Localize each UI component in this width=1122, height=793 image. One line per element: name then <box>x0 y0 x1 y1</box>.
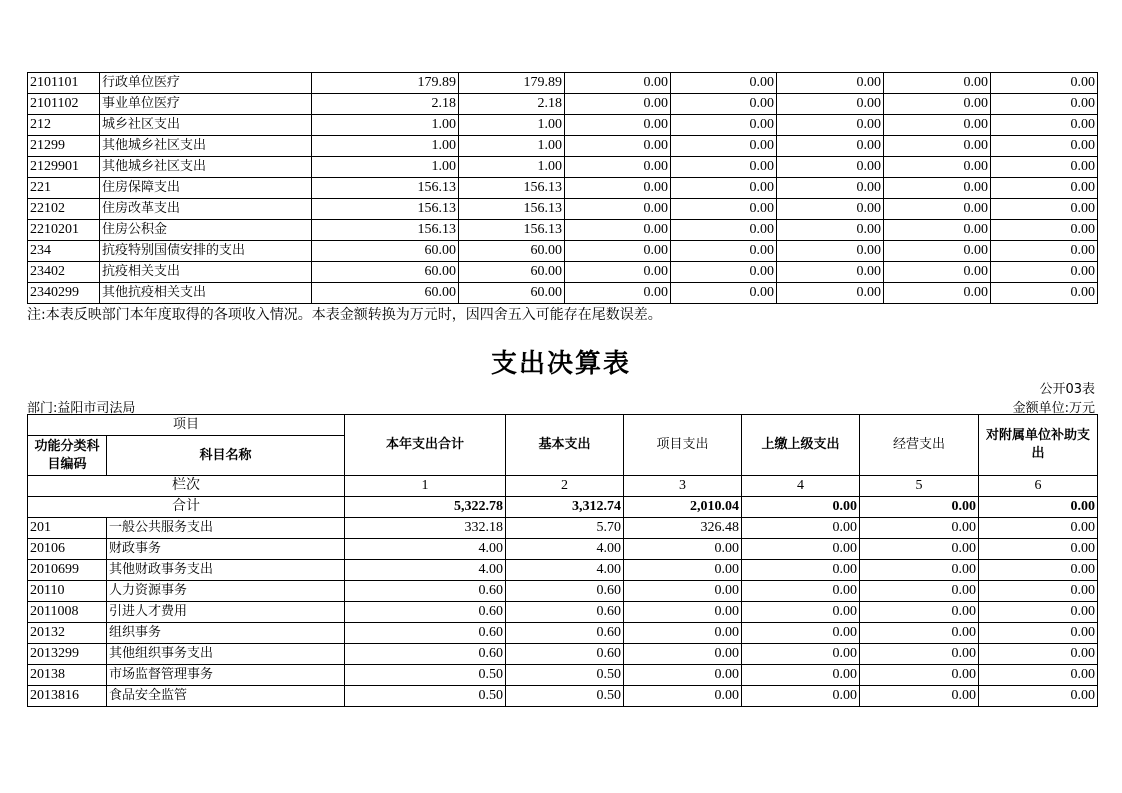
cell-c3: 0.00 <box>565 157 671 178</box>
col-number: 1 <box>345 476 506 497</box>
cell-basic: 60.00 <box>459 241 565 262</box>
cell-basic: 1.00 <box>459 115 565 136</box>
cell-c6: 0.00 <box>884 73 991 94</box>
cell-total: 60.00 <box>312 283 459 304</box>
cell-code: 212 <box>28 115 100 136</box>
cell-code: 2129901 <box>28 157 100 178</box>
cell-c7: 0.00 <box>991 73 1098 94</box>
cell-code: 2101102 <box>28 94 100 115</box>
cell-code: 23402 <box>28 262 100 283</box>
header-total: 本年支出合计 <box>345 415 506 476</box>
cell-name: 住房保障支出 <box>100 178 312 199</box>
table-row <box>28 518 1098 539</box>
cell-c4: 0.00 <box>671 178 777 199</box>
cell-name: 人力资源事务 <box>107 581 345 602</box>
table-row <box>28 602 1098 623</box>
cell-name: 财政事务 <box>107 539 345 560</box>
cell-name: 其他抗疫相关支出 <box>100 283 312 304</box>
cell-c4: 0.00 <box>671 241 777 262</box>
cell-c4: 0.00 <box>671 262 777 283</box>
table-row <box>28 665 1098 686</box>
cell-name: 行政单位医疗 <box>100 73 312 94</box>
table-row <box>28 686 1098 707</box>
cell-c7: 0.00 <box>991 94 1098 115</box>
cell-c4: 0.00 <box>671 73 777 94</box>
cell-total: 2.18 <box>312 94 459 115</box>
cell-c6: 0.00 <box>884 241 991 262</box>
col-row-label: 栏次 <box>28 476 345 497</box>
cell-basic: 1.00 <box>459 157 565 178</box>
cell-c3: 0.00 <box>565 178 671 199</box>
cell-upper: 0.00 <box>742 602 860 623</box>
cell-name: 住房改革支出 <box>100 199 312 220</box>
cell-basic: 2.18 <box>459 94 565 115</box>
cell-c5: 0.00 <box>777 73 884 94</box>
cell-total: 156.13 <box>312 199 459 220</box>
cell-basic: 4.00 <box>506 539 624 560</box>
cell-name: 其他组织事务支出 <box>107 644 345 665</box>
cell-code: 2101101 <box>28 73 100 94</box>
cell-code: 21299 <box>28 136 100 157</box>
cell-c5: 0.00 <box>777 241 884 262</box>
cell-basic: 1.00 <box>459 136 565 157</box>
cell-upper: 0.00 <box>742 686 860 707</box>
cell-code: 2340299 <box>28 283 100 304</box>
cell-c6: 0.00 <box>884 262 991 283</box>
cell-c4: 0.00 <box>671 115 777 136</box>
cell-c5: 0.00 <box>777 115 884 136</box>
cell-basic: 0.60 <box>506 644 624 665</box>
cell-business: 0.00 <box>860 539 979 560</box>
cell-business: 0.00 <box>860 560 979 581</box>
cell-subsidy: 0.00 <box>979 644 1098 665</box>
cell-name: 事业单位医疗 <box>100 94 312 115</box>
table-row <box>28 581 1098 602</box>
cell-business: 0.00 <box>860 623 979 644</box>
cell-code: 20110 <box>28 581 107 602</box>
cell-c5: 0.00 <box>777 199 884 220</box>
cell-basic: 156.13 <box>459 199 565 220</box>
header-func-code: 功能分类科目编码 <box>28 436 107 476</box>
cell-total: 1.00 <box>312 115 459 136</box>
cell-business: 0.00 <box>860 518 979 539</box>
header-row <box>28 415 1098 436</box>
cell-name: 食品安全监管 <box>107 686 345 707</box>
cell-c7: 0.00 <box>991 220 1098 241</box>
cell-name: 引进人才费用 <box>107 602 345 623</box>
table-row <box>28 73 1098 94</box>
cell-business: 0.00 <box>860 644 979 665</box>
cell-total: 0.60 <box>345 623 506 644</box>
header-basic: 基本支出 <box>506 415 624 476</box>
cell-total: 1.00 <box>312 136 459 157</box>
sum-basic: 3,312.74 <box>506 497 624 518</box>
cell-project: 0.00 <box>624 686 742 707</box>
cell-c7: 0.00 <box>991 283 1098 304</box>
cell-code: 20106 <box>28 539 107 560</box>
table-row <box>28 157 1098 178</box>
cell-total: 0.50 <box>345 665 506 686</box>
cell-subsidy: 0.00 <box>979 686 1098 707</box>
cell-c6: 0.00 <box>884 115 991 136</box>
cell-project: 0.00 <box>624 623 742 644</box>
sum-upper: 0.00 <box>742 497 860 518</box>
table-row <box>28 136 1098 157</box>
cell-name: 市场监督管理事务 <box>107 665 345 686</box>
cell-total: 179.89 <box>312 73 459 94</box>
cell-basic: 0.60 <box>506 623 624 644</box>
cell-subsidy: 0.00 <box>979 539 1098 560</box>
cell-subsidy: 0.00 <box>979 581 1098 602</box>
cell-c6: 0.00 <box>884 199 991 220</box>
cell-project: 0.00 <box>624 665 742 686</box>
sum-total: 5,322.78 <box>345 497 506 518</box>
form-code: 公开03表 <box>1039 382 1095 397</box>
col-number: 4 <box>742 476 860 497</box>
cell-subsidy: 0.00 <box>979 560 1098 581</box>
col-number: 6 <box>979 476 1098 497</box>
cell-basic: 0.60 <box>506 602 624 623</box>
cell-c5: 0.00 <box>777 178 884 199</box>
cell-project: 0.00 <box>624 581 742 602</box>
cell-total: 0.60 <box>345 602 506 623</box>
header-item: 项目 <box>28 415 345 436</box>
cell-total: 156.13 <box>312 220 459 241</box>
cell-subsidy: 0.00 <box>979 665 1098 686</box>
cell-basic: 4.00 <box>506 560 624 581</box>
cell-total: 60.00 <box>312 262 459 283</box>
cell-code: 2010699 <box>28 560 107 581</box>
cell-project: 0.00 <box>624 602 742 623</box>
col-number: 3 <box>624 476 742 497</box>
cell-total: 0.60 <box>345 581 506 602</box>
cell-project: 0.00 <box>624 539 742 560</box>
cell-total: 1.00 <box>312 157 459 178</box>
cell-total: 156.13 <box>312 178 459 199</box>
cell-c3: 0.00 <box>565 73 671 94</box>
cell-total: 60.00 <box>312 241 459 262</box>
cell-c6: 0.00 <box>884 178 991 199</box>
cell-basic: 0.50 <box>506 665 624 686</box>
cell-basic: 60.00 <box>459 283 565 304</box>
cell-project: 326.48 <box>624 518 742 539</box>
cell-code: 20132 <box>28 623 107 644</box>
cell-c5: 0.00 <box>777 262 884 283</box>
cell-subsidy: 0.00 <box>979 602 1098 623</box>
cell-upper: 0.00 <box>742 518 860 539</box>
cell-project: 0.00 <box>624 644 742 665</box>
sum-label: 合计 <box>28 497 345 518</box>
cell-code: 22102 <box>28 199 100 220</box>
cell-c3: 0.00 <box>565 115 671 136</box>
cell-business: 0.00 <box>860 581 979 602</box>
sum-project: 2,010.04 <box>624 497 742 518</box>
cell-upper: 0.00 <box>742 665 860 686</box>
cell-code: 2210201 <box>28 220 100 241</box>
page-title: 支出决算表 <box>490 349 631 379</box>
cell-total: 4.00 <box>345 560 506 581</box>
cell-business: 0.00 <box>860 665 979 686</box>
cell-total: 0.60 <box>345 644 506 665</box>
cell-name: 抗疫相关支出 <box>100 262 312 283</box>
cell-c5: 0.00 <box>777 220 884 241</box>
table-row <box>28 178 1098 199</box>
sum-row <box>28 497 1098 518</box>
department-label: 部门:益阳市司法局 <box>27 401 136 416</box>
table-note: 注:本表反映部门本年度取得的各项收入情况。本表金额转换为万元时，因四舍五入可能存在尾数误差。 <box>27 307 662 323</box>
cell-c4: 0.00 <box>671 136 777 157</box>
cell-basic: 0.60 <box>506 581 624 602</box>
col-number: 5 <box>860 476 979 497</box>
cell-name: 城乡社区支出 <box>100 115 312 136</box>
cell-c6: 0.00 <box>884 220 991 241</box>
cell-code: 2011008 <box>28 602 107 623</box>
table-row <box>28 115 1098 136</box>
cell-basic: 156.13 <box>459 220 565 241</box>
cell-c7: 0.00 <box>991 115 1098 136</box>
header-upper: 上缴上级支出 <box>742 415 860 476</box>
cell-upper: 0.00 <box>742 539 860 560</box>
cell-basic: 60.00 <box>459 262 565 283</box>
header-business: 经营支出 <box>860 415 979 476</box>
cell-code: 234 <box>28 241 100 262</box>
cell-subsidy: 0.00 <box>979 623 1098 644</box>
cell-c5: 0.00 <box>777 94 884 115</box>
col-number: 2 <box>506 476 624 497</box>
cell-c3: 0.00 <box>565 262 671 283</box>
cell-business: 0.00 <box>860 686 979 707</box>
cell-code: 201 <box>28 518 107 539</box>
cell-c4: 0.00 <box>671 157 777 178</box>
cell-name: 抗疫特别国债安排的支出 <box>100 241 312 262</box>
cell-c6: 0.00 <box>884 283 991 304</box>
column-number-row <box>28 476 1098 497</box>
cell-code: 221 <box>28 178 100 199</box>
cell-name: 其他城乡社区支出 <box>100 157 312 178</box>
cell-name: 其他财政事务支出 <box>107 560 345 581</box>
cell-name: 住房公积金 <box>100 220 312 241</box>
cell-upper: 0.00 <box>742 644 860 665</box>
cell-c7: 0.00 <box>991 157 1098 178</box>
cell-upper: 0.00 <box>742 581 860 602</box>
cell-basic: 0.50 <box>506 686 624 707</box>
cell-c4: 0.00 <box>671 94 777 115</box>
cell-c7: 0.00 <box>991 178 1098 199</box>
cell-code: 20138 <box>28 665 107 686</box>
cell-code: 2013816 <box>28 686 107 707</box>
cell-subsidy: 0.00 <box>979 518 1098 539</box>
cell-c6: 0.00 <box>884 157 991 178</box>
cell-basic: 5.70 <box>506 518 624 539</box>
cell-c6: 0.00 <box>884 94 991 115</box>
table-row <box>28 199 1098 220</box>
table-row <box>28 539 1098 560</box>
table-row <box>28 262 1098 283</box>
cell-business: 0.00 <box>860 602 979 623</box>
cell-c7: 0.00 <box>991 262 1098 283</box>
cell-total: 332.18 <box>345 518 506 539</box>
table-row <box>28 623 1098 644</box>
cell-c7: 0.00 <box>991 241 1098 262</box>
cell-name: 一般公共服务支出 <box>107 518 345 539</box>
cell-c7: 0.00 <box>991 199 1098 220</box>
sum-business: 0.00 <box>860 497 979 518</box>
cell-project: 0.00 <box>624 560 742 581</box>
cell-c5: 0.00 <box>777 136 884 157</box>
table-row <box>28 283 1098 304</box>
cell-c3: 0.00 <box>565 220 671 241</box>
table-row <box>28 644 1098 665</box>
cell-c3: 0.00 <box>565 136 671 157</box>
cell-total: 4.00 <box>345 539 506 560</box>
header-subsidy: 对附属单位补助支出 <box>979 415 1098 476</box>
cell-upper: 0.00 <box>742 623 860 644</box>
table-row <box>28 560 1098 581</box>
cell-c3: 0.00 <box>565 94 671 115</box>
cell-name: 组织事务 <box>107 623 345 644</box>
sum-subsidy: 0.00 <box>979 497 1098 518</box>
cell-c4: 0.00 <box>671 220 777 241</box>
header-subject-name: 科目名称 <box>107 436 345 476</box>
cell-basic: 179.89 <box>459 73 565 94</box>
cell-upper: 0.00 <box>742 560 860 581</box>
table-row <box>28 220 1098 241</box>
cell-c3: 0.00 <box>565 283 671 304</box>
cell-total: 0.50 <box>345 686 506 707</box>
table-row <box>28 241 1098 262</box>
header-project: 项目支出 <box>624 415 742 476</box>
cell-name: 其他城乡社区支出 <box>100 136 312 157</box>
expenditure-table <box>27 414 1098 707</box>
cell-c7: 0.00 <box>991 136 1098 157</box>
cell-basic: 156.13 <box>459 178 565 199</box>
cell-code: 2013299 <box>28 644 107 665</box>
cell-c3: 0.00 <box>565 241 671 262</box>
cell-c4: 0.00 <box>671 199 777 220</box>
cell-c4: 0.00 <box>671 283 777 304</box>
cell-c3: 0.00 <box>565 199 671 220</box>
cell-c5: 0.00 <box>777 283 884 304</box>
table-row <box>28 94 1098 115</box>
income-table-continuation <box>27 72 1098 304</box>
cell-c5: 0.00 <box>777 157 884 178</box>
amount-unit-label: 金额单位:万元 <box>1012 401 1095 416</box>
cell-c6: 0.00 <box>884 136 991 157</box>
